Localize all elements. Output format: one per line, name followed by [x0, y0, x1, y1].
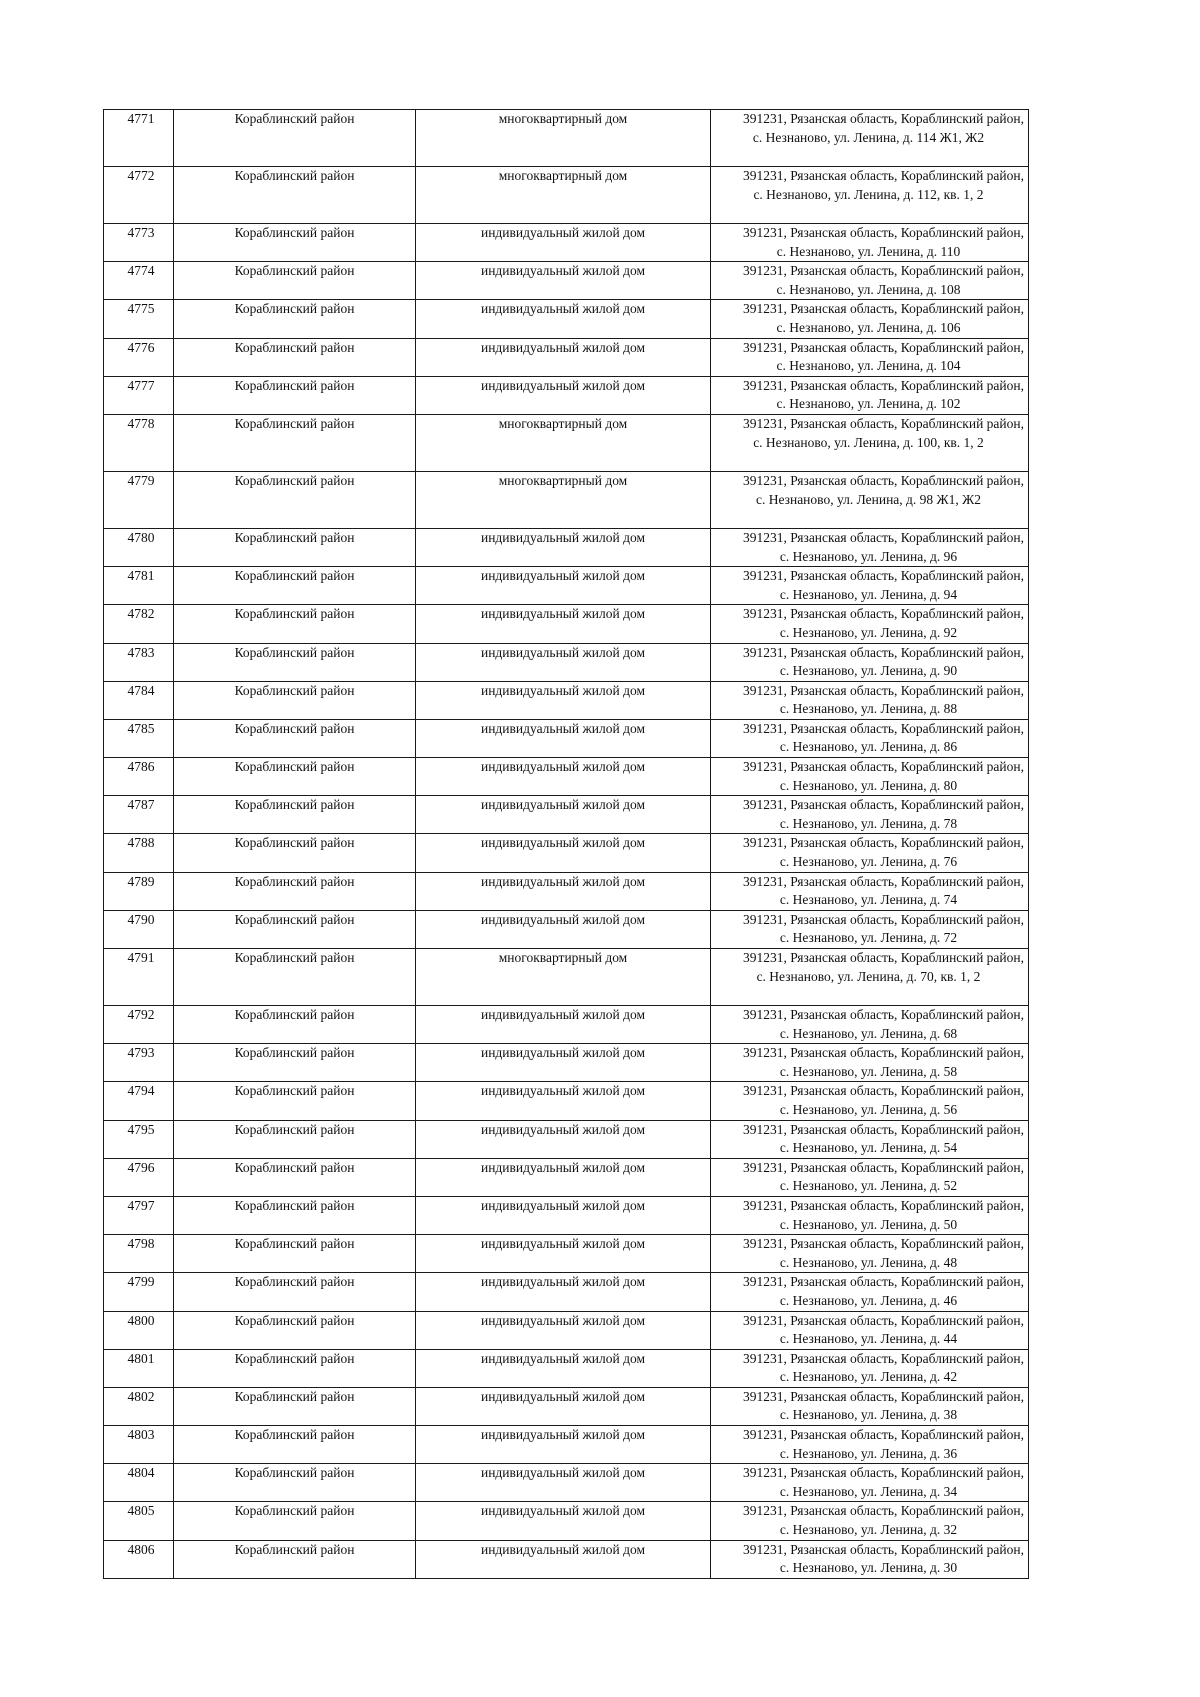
table-row: [104, 1044, 1029, 1082]
address-cell: [711, 949, 1029, 1006]
address-cell: [711, 1120, 1029, 1158]
district-cell: Кораблинский район: [174, 528, 416, 566]
building-type-cell: индивидуальный жилой дом: [416, 376, 711, 414]
building-type-cell: индивидуальный жилой дом: [416, 1311, 711, 1349]
address-line-2: с. Незнаново, ул. Ленина, д. 80: [779, 777, 958, 793]
address-line-2: с. Незнаново, ул. Ленина, д. 94: [779, 586, 958, 602]
table-row: [104, 338, 1029, 376]
address-line-1: 391231, Рязанская область, Кораблинский район,: [743, 1503, 1024, 1519]
address-line-2: с. Незнаново, ул. Ленина, д. 54: [779, 1140, 958, 1156]
table-row: [104, 414, 1029, 471]
district-cell: Кораблинский район: [174, 414, 416, 471]
table-row: [104, 910, 1029, 948]
address-cell: [711, 224, 1029, 262]
address-line-1: 391231, Рязанская область, Кораблинский район,: [743, 759, 1024, 775]
district-cell: Кораблинский район: [174, 949, 416, 1006]
address-cell: [711, 262, 1029, 300]
building-type-cell: индивидуальный жилой дом: [416, 1273, 711, 1311]
building-type-cell: многоквартирный дом: [416, 414, 711, 471]
table-row: [104, 1502, 1029, 1540]
building-type-cell: многоквартирный дом: [416, 167, 711, 224]
building-type-cell: индивидуальный жилой дом: [416, 300, 711, 338]
building-type-cell: индивидуальный жилой дом: [416, 1387, 711, 1425]
table-row: [104, 262, 1029, 300]
district-cell: Кораблинский район: [174, 605, 416, 643]
district-cell: Кораблинский район: [174, 1502, 416, 1540]
row-number-cell: 4802: [104, 1387, 174, 1425]
building-type-cell: индивидуальный жилой дом: [416, 681, 711, 719]
row-number-cell: 4780: [104, 528, 174, 566]
district-cell: Кораблинский район: [174, 1196, 416, 1234]
table-row: [104, 796, 1029, 834]
building-type-cell: индивидуальный жилой дом: [416, 1464, 711, 1502]
address-cell: [711, 338, 1029, 376]
table-row: [104, 834, 1029, 872]
address-cell: [711, 796, 1029, 834]
district-cell: Кораблинский район: [174, 834, 416, 872]
address-cell: [711, 1273, 1029, 1311]
address-line-2: с. Незнаново, ул. Ленина, д. 58: [779, 1063, 958, 1079]
building-type-cell: индивидуальный жилой дом: [416, 1158, 711, 1196]
district-cell: Кораблинский район: [174, 1044, 416, 1082]
district-cell: Кораблинский район: [174, 1311, 416, 1349]
building-type-cell: индивидуальный жилой дом: [416, 605, 711, 643]
table-row: [104, 471, 1029, 528]
row-number-cell: 4799: [104, 1273, 174, 1311]
address-cell: [711, 1235, 1029, 1273]
district-cell: Кораблинский район: [174, 567, 416, 605]
district-cell: Кораблинский район: [174, 681, 416, 719]
district-cell: Кораблинский район: [174, 1006, 416, 1044]
address-cell: [711, 1082, 1029, 1120]
table-row: [104, 1349, 1029, 1387]
address-cell: [711, 910, 1029, 948]
row-number-cell: 4774: [104, 262, 174, 300]
table-row: [104, 1311, 1029, 1349]
table-row: [104, 224, 1029, 262]
table-row: [104, 949, 1029, 1006]
address-line-1: 391231, Рязанская область, Кораблинский район,: [743, 1236, 1024, 1252]
address-cell: [711, 1311, 1029, 1349]
address-cell: [711, 834, 1029, 872]
address-line-1: 391231, Рязанская область, Кораблинский район,: [743, 301, 1024, 317]
row-number-cell: 4798: [104, 1235, 174, 1273]
building-type-cell: индивидуальный жилой дом: [416, 643, 711, 681]
address-line-1: 391231, Рязанская область, Кораблинский район,: [743, 797, 1024, 813]
address-line-1: 391231, Рязанская область, Кораблинский район,: [743, 168, 1024, 183]
table-row: [104, 681, 1029, 719]
address-line-2: с. Незнаново, ул. Ленина, д. 92: [779, 624, 958, 640]
address-line-1: 391231, Рязанская область, Кораблинский район,: [743, 1045, 1024, 1061]
address-line-1: 391231, Рязанская область, Кораблинский район,: [743, 415, 1024, 431]
address-line-1: 391231, Рязанская область, Кораблинский район,: [743, 225, 1024, 240]
building-type-cell: индивидуальный жилой дом: [416, 528, 711, 566]
table-row: [104, 1006, 1029, 1044]
address-line-1: 391231, Рязанская область, Кораблинский район,: [743, 606, 1024, 622]
row-number-cell: 4800: [104, 1311, 174, 1349]
table-row: [104, 167, 1029, 224]
district-cell: Кораблинский район: [174, 110, 416, 167]
row-number-cell: 4784: [104, 681, 174, 719]
address-cell: [711, 1158, 1029, 1196]
address-cell: [711, 1464, 1029, 1502]
district-cell: Кораблинский район: [174, 1387, 416, 1425]
address-line-1: 391231, Рязанская область, Кораблинский район,: [743, 529, 1024, 545]
building-type-cell: многоквартирный дом: [416, 110, 711, 167]
district-cell: Кораблинский район: [174, 643, 416, 681]
address-line-2: с. Незнаново, ул. Ленина, д. 104: [776, 358, 961, 374]
address-cell: [711, 1044, 1029, 1082]
address-line-1: 391231, Рязанская область, Кораблинский район,: [743, 111, 1024, 126]
table-row: [104, 1196, 1029, 1234]
address-cell: [711, 1540, 1029, 1578]
building-type-cell: индивидуальный жилой дом: [416, 719, 711, 757]
row-number-cell: 4783: [104, 643, 174, 681]
row-number-cell: 4788: [104, 834, 174, 872]
building-type-cell: индивидуальный жилой дом: [416, 758, 711, 796]
building-type-cell: многоквартирный дом: [416, 949, 711, 1006]
address-cell: [711, 110, 1029, 167]
building-type-cell: индивидуальный жилой дом: [416, 1426, 711, 1464]
row-number-cell: 4789: [104, 872, 174, 910]
table-row: [104, 1082, 1029, 1120]
district-cell: Кораблинский район: [174, 1120, 416, 1158]
address-line-1: 391231, Рязанская область, Кораблинский район,: [743, 1007, 1024, 1022]
building-type-cell: индивидуальный жилой дом: [416, 1349, 711, 1387]
table-row: [104, 1540, 1029, 1578]
address-line-2: с. Незнаново, ул. Ленина, д. 76: [779, 854, 958, 870]
table-row: [104, 758, 1029, 796]
address-line-1: 391231, Рязанская область, Кораблинский район,: [743, 1312, 1024, 1328]
address-line-1: 391231, Рязанская область, Кораблинский район,: [743, 1427, 1024, 1443]
district-cell: Кораблинский район: [174, 262, 416, 300]
building-type-cell: индивидуальный жилой дом: [416, 224, 711, 262]
row-number-cell: 4777: [104, 376, 174, 414]
district-cell: Кораблинский район: [174, 1426, 416, 1464]
address-line-2: с. Незнаново, ул. Ленина, д. 114 Ж1, Ж2: [752, 129, 985, 145]
address-line-1: 391231, Рязанская область, Кораблинский район,: [743, 1197, 1024, 1213]
row-number-cell: 4806: [104, 1540, 174, 1578]
row-number-cell: 4782: [104, 605, 174, 643]
district-cell: Кораблинский район: [174, 1082, 416, 1120]
address-cell: [711, 1006, 1029, 1044]
address-cell: [711, 414, 1029, 471]
building-type-cell: индивидуальный жилой дом: [416, 1120, 711, 1158]
building-type-cell: индивидуальный жилой дом: [416, 1235, 711, 1273]
address-line-1: 391231, Рязанская область, Кораблинский район,: [743, 644, 1024, 660]
housing-registry-table: [103, 109, 1029, 1579]
address-line-2: с. Незнаново, ул. Ленина, д. 56: [779, 1101, 958, 1117]
address-line-1: 391231, Рязанская область, Кораблинский район,: [743, 1274, 1024, 1290]
building-type-cell: индивидуальный жилой дом: [416, 567, 711, 605]
building-type-cell: индивидуальный жилой дом: [416, 1502, 711, 1540]
row-number-cell: 4795: [104, 1120, 174, 1158]
address-cell: [711, 1196, 1029, 1234]
address-cell: [711, 1349, 1029, 1387]
address-cell: [711, 376, 1029, 414]
address-cell: [711, 643, 1029, 681]
row-number-cell: 4772: [104, 167, 174, 224]
address-cell: [711, 1426, 1029, 1464]
district-cell: Кораблинский район: [174, 719, 416, 757]
building-type-cell: индивидуальный жилой дом: [416, 910, 711, 948]
row-number-cell: 4801: [104, 1349, 174, 1387]
address-line-2: с. Незнаново, ул. Ленина, д. 86: [779, 739, 958, 755]
address-line-2: с. Незнаново, ул. Ленина, д. 32: [779, 1522, 958, 1538]
table-row: [104, 872, 1029, 910]
table-row: [104, 567, 1029, 605]
address-line-2: с. Незнаново, ул. Ленина, д. 68: [779, 1025, 958, 1041]
address-line-2: с. Незнаново, ул. Ленина, д. 44: [779, 1331, 958, 1347]
address-cell: [711, 758, 1029, 796]
address-line-2: с. Незнаново, ул. Ленина, д. 90: [779, 663, 958, 679]
district-cell: Кораблинский район: [174, 1540, 416, 1578]
building-type-cell: индивидуальный жилой дом: [416, 1044, 711, 1082]
address-line-2: с. Незнаново, ул. Ленина, д. 50: [779, 1216, 958, 1232]
table-row: [104, 643, 1029, 681]
table-row: [104, 376, 1029, 414]
district-cell: Кораблинский район: [174, 376, 416, 414]
address-line-1: 391231, Рязанская область, Кораблинский район,: [743, 720, 1024, 736]
row-number-cell: 4790: [104, 910, 174, 948]
district-cell: Кораблинский район: [174, 1464, 416, 1502]
district-cell: Кораблинский район: [174, 1158, 416, 1196]
row-number-cell: 4787: [104, 796, 174, 834]
address-cell: [711, 528, 1029, 566]
address-line-2: с. Незнаново, ул. Ленина, д. 112, кв. 1, 2: [753, 186, 984, 202]
building-type-cell: индивидуальный жилой дом: [416, 834, 711, 872]
address-line-2: с. Незнаново, ул. Ленина, д. 88: [779, 701, 958, 717]
building-type-cell: индивидуальный жилой дом: [416, 796, 711, 834]
address-line-1: 391231, Рязанская область, Кораблинский район,: [743, 1465, 1024, 1481]
district-cell: Кораблинский район: [174, 910, 416, 948]
address-cell: [711, 567, 1029, 605]
table-row: [104, 605, 1029, 643]
row-number-cell: 4791: [104, 949, 174, 1006]
address-line-2: с. Незнаново, ул. Ленина, д. 96: [779, 548, 958, 564]
address-line-2: с. Незнаново, ул. Ленина, д. 70, кв. 1, 2: [756, 968, 981, 984]
table-row: [104, 1158, 1029, 1196]
row-number-cell: 4804: [104, 1464, 174, 1502]
district-cell: Кораблинский район: [174, 338, 416, 376]
district-cell: Кораблинский район: [174, 1273, 416, 1311]
address-line-1: 391231, Рязанская область, Кораблинский район,: [743, 873, 1024, 889]
table-row: [104, 1120, 1029, 1158]
table-row: [104, 1235, 1029, 1273]
row-number-cell: 4771: [104, 110, 174, 167]
table-row: [104, 1273, 1029, 1311]
address-cell: [711, 1387, 1029, 1425]
address-cell: [711, 872, 1029, 910]
table-row: [104, 110, 1029, 167]
address-line-2: с. Незнаново, ул. Ленина, д. 46: [779, 1292, 958, 1308]
address-line-2: с. Незнаново, ул. Ленина, д. 34: [779, 1483, 958, 1499]
address-cell: [711, 605, 1029, 643]
address-line-2: с. Незнаново, ул. Ленина, д. 52: [779, 1178, 958, 1194]
address-cell: [711, 471, 1029, 528]
building-type-cell: индивидуальный жилой дом: [416, 338, 711, 376]
table-body: [104, 110, 1029, 1579]
building-type-cell: индивидуальный жилой дом: [416, 1082, 711, 1120]
district-cell: Кораблинский район: [174, 758, 416, 796]
table-row: [104, 1464, 1029, 1502]
row-number-cell: 4773: [104, 224, 174, 262]
address-line-1: 391231, Рязанская область, Кораблинский район,: [743, 1159, 1024, 1175]
row-number-cell: 4796: [104, 1158, 174, 1196]
building-type-cell: многоквартирный дом: [416, 471, 711, 528]
address-line-2: с. Незнаново, ул. Ленина, д. 98 Ж1, Ж2: [755, 491, 981, 507]
table-row: [104, 1426, 1029, 1464]
district-cell: Кораблинский район: [174, 300, 416, 338]
building-type-cell: индивидуальный жилой дом: [416, 872, 711, 910]
address-line-2: с. Незнаново, ул. Ленина, д. 78: [779, 815, 958, 831]
row-number-cell: 4805: [104, 1502, 174, 1540]
address-cell: [711, 681, 1029, 719]
address-line-1: 391231, Рязанская область, Кораблинский район,: [743, 377, 1024, 393]
address-line-2: с. Незнаново, ул. Ленина, д. 102: [776, 396, 961, 412]
address-line-2: с. Незнаново, ул. Ленина, д. 48: [779, 1254, 958, 1270]
row-number-cell: 4776: [104, 338, 174, 376]
row-number-cell: 4803: [104, 1426, 174, 1464]
address-line-2: с. Незнаново, ул. Ленина, д. 110: [776, 243, 961, 259]
address-line-2: с. Незнаново, ул. Ленина, д. 36: [779, 1445, 958, 1461]
row-number-cell: 4779: [104, 471, 174, 528]
address-line-1: 391231, Рязанская область, Кораблинский район,: [743, 911, 1024, 927]
district-cell: Кораблинский район: [174, 471, 416, 528]
table-row: [104, 1387, 1029, 1425]
address-line-2: с. Незнаново, ул. Ленина, д. 106: [776, 319, 961, 335]
district-cell: Кораблинский район: [174, 1349, 416, 1387]
row-number-cell: 4794: [104, 1082, 174, 1120]
district-cell: Кораблинский район: [174, 224, 416, 262]
address-line-1: 391231, Рязанская область, Кораблинский район,: [743, 835, 1024, 851]
address-cell: [711, 1502, 1029, 1540]
address-line-1: 391231, Рязанская область, Кораблинский район,: [743, 682, 1024, 698]
district-cell: Кораблинский район: [174, 872, 416, 910]
building-type-cell: индивидуальный жилой дом: [416, 1006, 711, 1044]
address-line-1: 391231, Рязанская область, Кораблинский район,: [743, 1083, 1024, 1099]
address-cell: [711, 167, 1029, 224]
address-line-1: 391231, Рязанская область, Кораблинский район,: [743, 1121, 1024, 1137]
address-cell: [711, 719, 1029, 757]
row-number-cell: 4792: [104, 1006, 174, 1044]
row-number-cell: 4785: [104, 719, 174, 757]
address-line-2: с. Незнаново, ул. Ленина, д. 42: [779, 1369, 958, 1385]
row-number-cell: 4786: [104, 758, 174, 796]
address-line-1: 391231, Рязанская область, Кораблинский район,: [743, 568, 1024, 584]
address-line-1: 391231, Рязанская область, Кораблинский район,: [743, 472, 1024, 488]
address-cell: [711, 300, 1029, 338]
district-cell: Кораблинский район: [174, 796, 416, 834]
address-line-1: 391231, Рязанская область, Кораблинский район,: [743, 339, 1024, 355]
address-line-2: с. Незнаново, ул. Ленина, д. 72: [779, 930, 958, 946]
district-cell: Кораблинский район: [174, 167, 416, 224]
building-type-cell: индивидуальный жилой дом: [416, 262, 711, 300]
table-row: [104, 300, 1029, 338]
address-line-1: 391231, Рязанская область, Кораблинский район,: [743, 1541, 1024, 1557]
address-line-1: 391231, Рязанская область, Кораблинский район,: [743, 263, 1024, 279]
row-number-cell: 4797: [104, 1196, 174, 1234]
address-line-1: 391231, Рязанская область, Кораблинский район,: [743, 950, 1024, 965]
table-row: [104, 528, 1029, 566]
address-line-1: 391231, Рязанская область, Кораблинский район,: [743, 1350, 1024, 1366]
row-number-cell: 4781: [104, 567, 174, 605]
address-line-2: с. Незнаново, ул. Ленина, д. 38: [779, 1407, 958, 1423]
row-number-cell: 4778: [104, 414, 174, 471]
address-line-1: 391231, Рязанская область, Кораблинский район,: [743, 1388, 1024, 1404]
row-number-cell: 4793: [104, 1044, 174, 1082]
address-line-2: с. Незнаново, ул. Ленина, д. 74: [779, 892, 958, 908]
building-type-cell: индивидуальный жилой дом: [416, 1540, 711, 1578]
address-line-2: с. Незнаново, ул. Ленина, д. 108: [776, 281, 961, 297]
row-number-cell: 4775: [104, 300, 174, 338]
address-line-2: с. Незнаново, ул. Ленина, д. 100, кв. 1, 2: [753, 434, 984, 450]
district-cell: Кораблинский район: [174, 1235, 416, 1273]
table-row: [104, 719, 1029, 757]
building-type-cell: индивидуальный жилой дом: [416, 1196, 711, 1234]
address-line-2: с. Незнаново, ул. Ленина, д. 30: [779, 1560, 958, 1576]
